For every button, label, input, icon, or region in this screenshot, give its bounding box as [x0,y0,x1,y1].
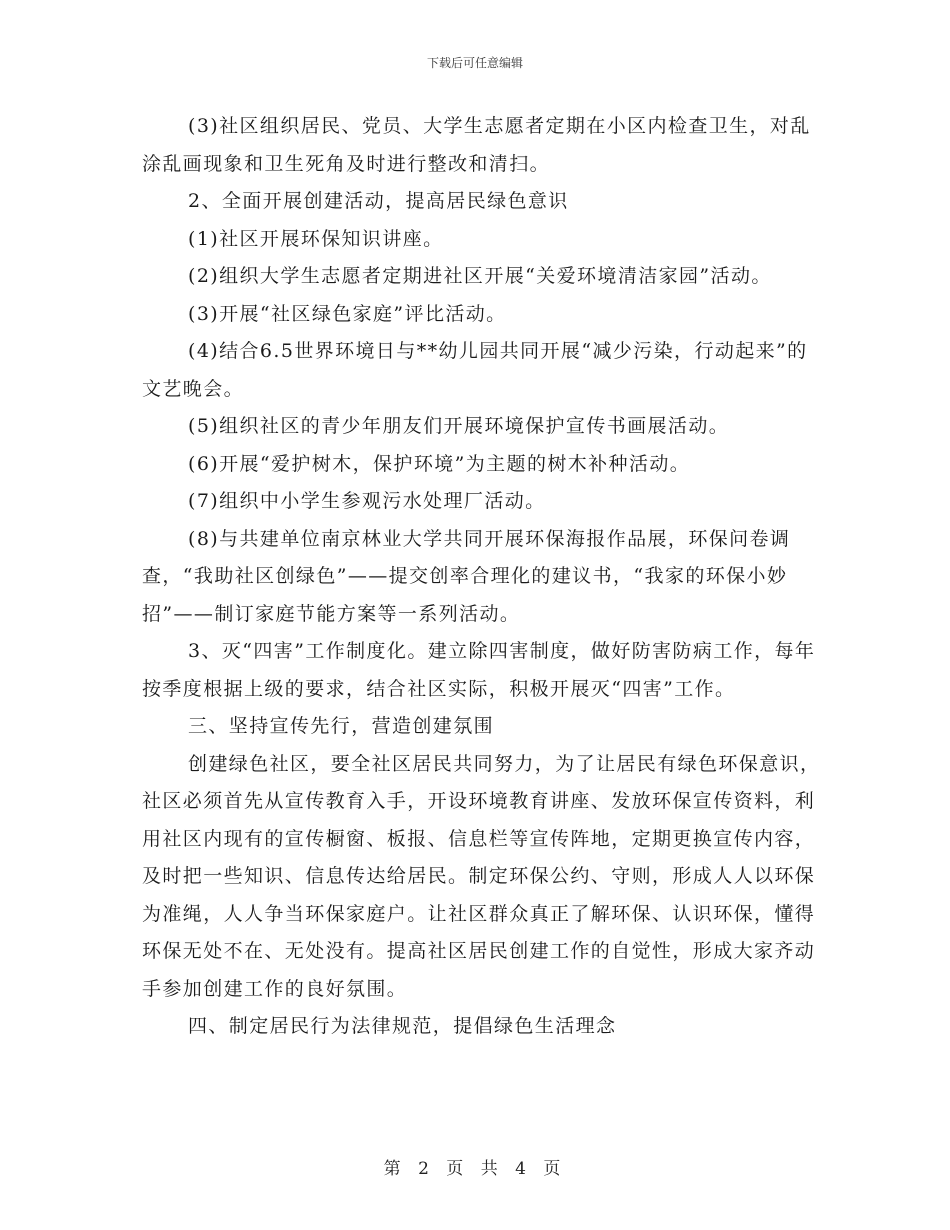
section-heading: 三、坚持宣传先行，营造创建氛围 [188,715,495,737]
list-item: (8)与共建单位南京林业大学共同开展环保海报作品展，环保问卷调查，“我助社区创绿色”——提交创率合理化的建议书，“我家的环保小妙招”——制订家庭节能方案等一系列活动。 [142,527,791,625]
page-header-note: 下载后可任意编辑 [426,56,523,70]
section-heading: 2、全面开展创建活动，提高居民绿色意识 [188,190,569,212]
list-item: (4)结合6.5世界环境日与**幼儿园共同开展“减少污染，行动起来”的文艺晚会。 [142,340,808,400]
document-body [142,108,822,1046]
list-item: (1)社区开展环保知识讲座。 [188,227,444,250]
paragraph: (3)社区组织居民、党员、大学生志愿者定期在小区内检查卫生，对乱涂乱画现象和卫生死角及时进行整改和清扫。 [142,115,811,175]
list-item: (5)组织社区的青少年朋友们开展环境保护宣传书画展活动。 [188,415,730,437]
list-item: (6)开展“爱护树木，保护环境”为主题的树木补种活动。 [188,452,691,475]
paragraph: 3、灭“四害”工作制度化。建立除四害制度，做好防害防病工作，每年按季度根据上级的要求，结合社区实际，积极开展灭“四害”工作。 [142,640,816,700]
list-item: (7)组织中小学生参观污水处理厂活动。 [188,490,546,512]
paragraph: 创建绿色社区，要全社区居民共同努力，为了让居民有绿色环保意识，社区必须首先从宣传教育入手，开设环境教育讲座、发放环保宣传资料，利用社区内现有的宣传橱窗、板报、信息栏等宣传阵地，定期更换宣传内容，及时把一些知识、信息传达给居民。制定环保公约、守则，形成人人以环保为准绳，人人争当环保家庭户。让社区群众真正了解环保、认识环保，懂得环保无处不在、无处没有。提高社区居民创建工作的自觉性，形成大家齐动手参加创建工作的良好氛围。 [142,752,821,1000]
list-item: (2)组织大学生志愿者定期进社区开展“关爱环境清洁家园”活动。 [188,265,772,287]
page-footer-number: 第 2 页 共 4 页 [383,1159,567,1179]
section-heading: 四、制定居民行为法律规范，提倡绿色生活理念 [188,1015,617,1037]
list-item: (3)开展“社区绿色家庭”评比活动。 [188,302,507,325]
